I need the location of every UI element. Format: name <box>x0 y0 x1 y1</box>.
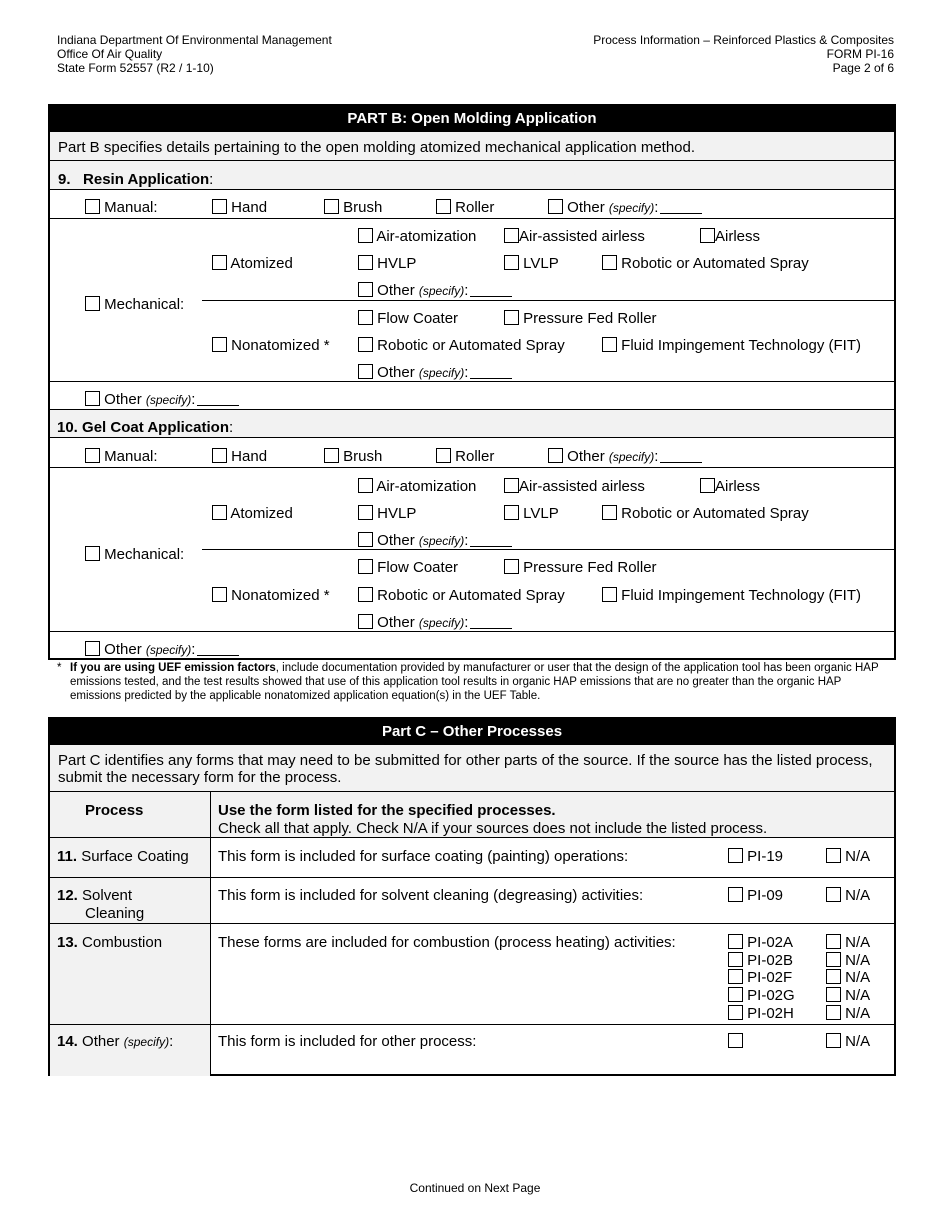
gel-air-atomization-checkbox[interactable] <box>358 478 373 493</box>
continued-note: Continued on Next Page <box>409 1181 541 1195</box>
text: (specify) <box>418 534 465 548</box>
resin-nonatomized-other-field[interactable] <box>470 367 512 379</box>
gel-atomized-checkbox[interactable] <box>212 505 227 520</box>
text <box>602 337 861 355</box>
state-form-number: State Form 52557 (R2 / 1-10) <box>57 61 214 75</box>
gel-hvlp-checkbox[interactable] <box>358 505 373 520</box>
text: Atomized <box>230 505 293 522</box>
text <box>212 505 293 523</box>
divider <box>49 631 895 632</box>
text: Roller <box>455 448 495 465</box>
text: N/A <box>845 934 871 951</box>
surface-coating-description: This form is included for surface coating (painting) operations: <box>218 848 629 865</box>
text: Robotic or Automated Spray <box>621 255 809 272</box>
divider <box>50 1024 894 1025</box>
pi-02h-na-checkbox[interactable] <box>826 1005 841 1020</box>
text: Robotic or Automated Spray <box>377 587 565 604</box>
text: Robotic or Automated Spray <box>377 337 565 354</box>
pi-19-checkbox[interactable] <box>728 848 743 863</box>
pi-02a-na-checkbox[interactable] <box>826 934 841 949</box>
combustion-description: These forms are included for combustion (process heating) activities: <box>218 934 676 951</box>
part-b-section <box>48 104 896 660</box>
text <box>826 1005 870 1023</box>
text: Other <box>377 364 415 381</box>
text <box>504 255 559 273</box>
other-process-checkbox[interactable] <box>728 1033 743 1048</box>
divider <box>50 923 894 924</box>
divider <box>210 791 211 1076</box>
resin-air-atomization-checkbox[interactable] <box>358 228 373 243</box>
text: LVLP <box>523 505 559 522</box>
text <box>826 934 870 952</box>
text <box>358 587 565 605</box>
gel-other-field[interactable] <box>197 644 239 656</box>
resin-nonatomized <box>212 337 330 355</box>
text <box>728 934 795 952</box>
text: N/A <box>845 887 871 904</box>
resin-robotic-spray-checkbox[interactable] <box>602 255 617 270</box>
process-surface-coating: 11. Surface Coating <box>57 848 189 865</box>
resin-manual-roller <box>436 199 494 217</box>
text: Brush <box>343 448 383 465</box>
text: PI-02B <box>747 951 794 969</box>
resin-lvlp-checkbox[interactable] <box>504 255 519 270</box>
text: Nonatomized * <box>231 337 330 354</box>
gel-lvlp-checkbox[interactable] <box>504 505 519 520</box>
text: Roller <box>455 199 495 216</box>
resin-atomized <box>212 255 293 273</box>
text: N/A <box>845 951 871 969</box>
text <box>728 987 795 1005</box>
text: Airless <box>715 228 761 245</box>
resin-other-row: Other (specify): <box>85 391 239 409</box>
text: Manual: <box>104 448 158 465</box>
text: Other <box>104 641 142 658</box>
text: Other (specify): <box>358 282 512 300</box>
resin-roller-checkbox[interactable] <box>436 199 451 214</box>
gel-manual-row <box>85 448 158 466</box>
resin-manual-brush <box>324 199 382 217</box>
form-agency-header <box>57 33 332 75</box>
divider <box>50 189 894 190</box>
divider <box>202 300 895 301</box>
gel-other-checkbox[interactable] <box>85 641 100 656</box>
gel-nonatomized-checkbox[interactable] <box>212 587 227 602</box>
gel-nonatomized-robotic-checkbox[interactable] <box>358 587 373 602</box>
text: PI-09 <box>747 887 784 904</box>
uef-footnote <box>57 661 893 703</box>
text <box>436 448 494 466</box>
text: HVLP <box>377 255 417 272</box>
text: Mechanical: <box>104 546 185 563</box>
text: , include documentation provided by manufacturer or user that the design of the application tool has been organic HAP emissions tested, and the test results showed that use of this application tool results in organic HAP emissions that are no greater than the organic HAP emissions predicted by the applicable nonatomized application equation(s) in the UEF Table. <box>70 662 879 702</box>
text <box>826 969 870 987</box>
text: Other <box>567 448 605 465</box>
combustion-na-list <box>826 934 870 1023</box>
text: (specify) <box>418 616 465 630</box>
resin-manual-other-field[interactable] <box>660 202 702 214</box>
text <box>358 559 458 577</box>
text: (specify) <box>145 643 192 657</box>
text: Robotic or Automated Spray <box>621 505 809 522</box>
resin-nonatomized-checkbox[interactable] <box>212 337 227 352</box>
resin-atomized-other-checkbox[interactable] <box>358 282 373 297</box>
gel-manual-other-field[interactable] <box>660 451 702 463</box>
resin-airless-checkbox[interactable] <box>700 228 715 243</box>
pi-02g-na-checkbox[interactable] <box>826 987 841 1002</box>
gel-air-assisted-airless-checkbox[interactable] <box>504 478 519 493</box>
text <box>728 1033 743 1051</box>
solvent-cleaning-description: This form is included for solvent cleaning (degreasing) activities: <box>218 887 644 904</box>
text <box>728 848 783 866</box>
text <box>602 255 809 273</box>
text <box>728 952 795 970</box>
text: Air-atomization <box>376 478 477 495</box>
process-other: 14. Other (specify): <box>57 1033 174 1050</box>
text: (specify) <box>145 393 192 407</box>
text: If you are using UEF emission factors <box>70 662 276 674</box>
text: Nonatomized * <box>231 587 330 604</box>
text: N/A <box>845 1004 871 1022</box>
gel-robotic-spray-checkbox[interactable] <box>602 505 617 520</box>
text: Other <box>104 391 142 408</box>
resin-manual-other-checkbox[interactable] <box>548 199 563 214</box>
text: PI-02H <box>747 1004 794 1022</box>
gel-manual-other-checkbox[interactable] <box>548 448 563 463</box>
text: Other <box>377 282 415 299</box>
combustion-forms-list <box>728 934 795 1023</box>
divider <box>49 437 895 438</box>
gel-manual-checkbox[interactable] <box>85 448 100 463</box>
text <box>826 952 870 970</box>
pi-02f-na-checkbox[interactable] <box>826 969 841 984</box>
text: Atomized <box>230 255 293 272</box>
process-combustion: 13. Combustion <box>57 934 163 951</box>
text <box>504 310 657 328</box>
text: Cleaning <box>85 905 145 922</box>
resin-atomized-checkbox[interactable] <box>212 255 227 270</box>
text: * <box>57 662 62 674</box>
text: Hand <box>231 199 268 216</box>
resin-air-assisted-airless-checkbox[interactable] <box>504 228 519 243</box>
text: Other <box>567 199 605 216</box>
resin-manual-checkbox[interactable] <box>85 199 100 214</box>
other-process-na-checkbox[interactable] <box>826 1033 841 1048</box>
forms-column-header: Use the form listed for the specified processes. <box>218 802 556 819</box>
gel-pressure-fed-roller-checkbox[interactable] <box>504 559 519 574</box>
gel-airless-checkbox[interactable] <box>700 478 715 493</box>
gel-other-row: Other (specify): <box>85 641 239 659</box>
text: N/A <box>845 1033 871 1050</box>
resin-manual-hand <box>212 199 267 217</box>
surface-coating-na-checkbox[interactable] <box>826 848 841 863</box>
resin-fit-checkbox[interactable] <box>602 337 617 352</box>
text: Pressure Fed Roller <box>523 310 657 327</box>
text <box>358 337 565 355</box>
text <box>504 505 559 523</box>
text <box>826 887 870 905</box>
text <box>826 1033 870 1051</box>
pi-02b-checkbox[interactable] <box>728 952 743 967</box>
gel-flow-coater-checkbox[interactable] <box>358 559 373 574</box>
text <box>728 887 783 905</box>
divider <box>49 218 895 219</box>
text: Other <box>377 614 415 631</box>
gel-brush-checkbox[interactable] <box>324 448 339 463</box>
text: PI-02F <box>747 969 793 987</box>
text: Fluid Impingement Technology (FIT) <box>621 337 861 354</box>
text: Mechanical: <box>104 296 185 313</box>
text: (specify) <box>418 366 465 380</box>
text <box>358 255 416 273</box>
process-column-header: Process <box>85 802 144 819</box>
resin-heading: 9. Resin Application: <box>58 171 214 188</box>
divider <box>202 549 895 550</box>
gel-nonatomized-other-field[interactable] <box>470 617 512 629</box>
resin-manual-other: Other (specify): <box>548 199 702 217</box>
text: N/A <box>845 848 871 865</box>
gel-hand-checkbox[interactable] <box>212 448 227 463</box>
resin-other-checkbox[interactable] <box>85 391 100 406</box>
text: Pressure Fed Roller <box>523 559 657 576</box>
text <box>826 848 870 866</box>
gel-nonatomized-other-checkbox[interactable] <box>358 614 373 629</box>
part-b-title: PART B: Open Molding Application <box>50 106 894 132</box>
resin-hand-checkbox[interactable] <box>212 199 227 214</box>
text: Brush <box>343 199 383 216</box>
resin-manual-row <box>85 199 158 217</box>
pi-02g-checkbox[interactable] <box>728 987 743 1002</box>
resin-other-field[interactable] <box>197 394 239 406</box>
text: LVLP <box>523 255 559 272</box>
page-number: Page 2 of 6 <box>832 61 894 75</box>
text: Other (specify): <box>358 364 512 382</box>
text: N/A <box>845 987 871 1005</box>
divider <box>50 877 894 878</box>
text <box>212 587 330 605</box>
text: Other (specify): <box>358 532 512 550</box>
divider <box>49 381 895 382</box>
part-c-title: Part C – Other Processes <box>50 719 894 745</box>
process-solvent-cleaning: 12. Solvent <box>57 887 133 904</box>
text: PI-02G <box>747 987 795 1005</box>
form-id: FORM PI-16 <box>826 47 894 61</box>
text: Air-atomization <box>376 228 477 245</box>
text: Air-assisted airless <box>519 228 645 245</box>
text: Air-assisted airless <box>519 478 645 495</box>
part-b-intro: Part B specifies details pertaining to the open molding atomized mechanical application method. <box>58 139 696 156</box>
gel-mechanical-row <box>85 546 184 564</box>
text: Flow Coater <box>377 310 459 327</box>
text: Flow Coater <box>377 559 459 576</box>
text <box>504 228 645 246</box>
text <box>504 478 645 496</box>
text: Other (specify): <box>548 448 702 466</box>
resin-manual-label: Manual: <box>104 199 158 216</box>
resin-pressure-fed-roller-checkbox[interactable] <box>504 310 519 325</box>
pi-02b-na-checkbox[interactable] <box>826 952 841 967</box>
pi-02a-checkbox[interactable] <box>728 934 743 949</box>
pi-09-checkbox[interactable] <box>728 887 743 902</box>
text <box>728 1005 795 1023</box>
text: HVLP <box>377 505 417 522</box>
text: (specify) <box>608 450 655 464</box>
resin-nonatomized-other-checkbox[interactable] <box>358 364 373 379</box>
text <box>358 505 416 523</box>
resin-brush-checkbox[interactable] <box>324 199 339 214</box>
resin-nonatomized-robotic-checkbox[interactable] <box>358 337 373 352</box>
part-c-intro: Part C identifies any forms that may need to be submitted for other parts of the source. If the source has the listed process, submit the necessary form for the process. <box>58 752 873 786</box>
gel-coat-heading: 10. Gel Coat Application: <box>57 419 234 436</box>
solvent-cleaning-na-checkbox[interactable] <box>826 887 841 902</box>
text <box>602 505 809 523</box>
text: (specify) <box>608 201 655 215</box>
text <box>358 310 458 328</box>
text <box>602 587 861 605</box>
text: N/A <box>845 969 871 987</box>
gel-mechanical-checkbox[interactable] <box>85 546 100 561</box>
text <box>700 478 760 496</box>
resin-mechanical-row <box>85 296 184 314</box>
text: Other (specify): <box>358 614 512 632</box>
text <box>728 969 795 987</box>
resin-mechanical-checkbox[interactable] <box>85 296 100 311</box>
text: Airless <box>715 478 761 495</box>
gel-atomized-other-field[interactable] <box>470 535 512 547</box>
form-title: Process Information – Reinforced Plastics & Composites <box>593 33 894 47</box>
text <box>504 559 657 577</box>
form-title-header <box>593 33 894 75</box>
text <box>212 448 267 466</box>
divider <box>49 467 895 468</box>
text <box>826 987 870 1005</box>
text <box>700 228 760 246</box>
text <box>358 478 476 496</box>
gel-roller-checkbox[interactable] <box>436 448 451 463</box>
text: PI-19 <box>747 848 784 865</box>
text <box>324 448 382 466</box>
resin-hvlp-checkbox[interactable] <box>358 255 373 270</box>
agency-name: Indiana Department Of Environmental Management <box>57 33 332 47</box>
text: Hand <box>231 448 268 465</box>
forms-column-instructions: Check all that apply. Check N/A if your sources does not include the listed process. <box>218 820 768 837</box>
resin-atomized-other-field[interactable] <box>470 285 512 297</box>
text: PI-02A <box>747 934 794 951</box>
pi-02h-checkbox[interactable] <box>728 1005 743 1020</box>
text: Other <box>377 532 415 549</box>
gel-atomized-other-checkbox[interactable] <box>358 532 373 547</box>
text: (specify) <box>418 284 465 298</box>
resin-flow-coater-checkbox[interactable] <box>358 310 373 325</box>
gel-fit-checkbox[interactable] <box>602 587 617 602</box>
pi-02f-checkbox[interactable] <box>728 969 743 984</box>
text: Fluid Impingement Technology (FIT) <box>621 587 861 604</box>
other-process-description: This form is included for other process: <box>218 1033 477 1050</box>
office-name: Office Of Air Quality <box>57 47 163 61</box>
text <box>358 228 476 246</box>
